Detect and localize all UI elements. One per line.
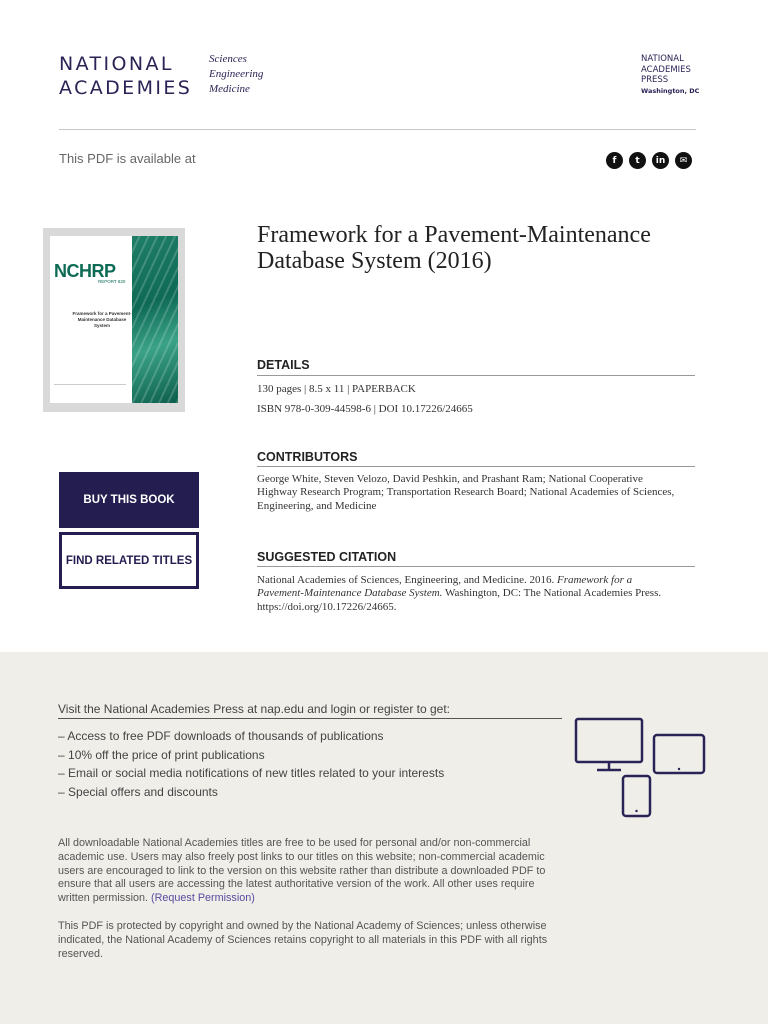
facebook-icon[interactable]: f — [606, 152, 623, 169]
social-share — [606, 152, 692, 169]
citation-authors: National Academies of Sciences, Engineering, and Medicine. 2016. — [257, 574, 555, 586]
cover-title: Framework for a Pavement-Maintenance Database System — [72, 311, 132, 328]
list-item: – Access to free PDF downloads of thousands of publications — [58, 727, 444, 746]
book-cover[interactable] — [50, 236, 178, 403]
citation-heading: SUGGESTED CITATION — [257, 550, 397, 564]
cover-report-number: REPORT 820 — [98, 279, 126, 284]
press-logo-line-3: PRESS — [641, 75, 669, 85]
find-related-titles-label: FIND RELATED TITLES — [62, 535, 196, 586]
contributors-text: George White, Steven Velozo, David Peshkin, and Prashant Ram; National Cooperative Highway Research Program; Transportation Research Board; National Academies of Sciences, Engineering, and Medicine — [257, 473, 675, 512]
list-item: – 10% off the price of print publications — [58, 746, 444, 765]
visit-rule — [58, 718, 562, 719]
citation-text — [257, 574, 677, 614]
book-title: Framework for a Pavement-Maintenance Database System (2016) — [257, 222, 651, 274]
press-logo-line-1: NATIONAL — [641, 54, 684, 64]
logo-sub-medicine: Medicine — [209, 83, 250, 95]
details-line-1: 130 pages | 8.5 x 11 | PAPERBACK — [257, 383, 416, 395]
copyright-text: This PDF is protected by copyright and owned by the National Academy of Sciences; unless otherwise indicated, the National Academy of Sciences retains copyright to all materials in this PDF with all rights reserved. — [58, 920, 548, 960]
cover-stripes — [132, 236, 178, 403]
citation-title: Framework for a Pavement-Maintenance Database System. — [257, 574, 633, 600]
details-heading: DETAILS — [257, 358, 310, 372]
list-item: – Special offers and discounts — [58, 783, 444, 802]
citation-publisher[interactable]: Washington, DC: The National Academies Press. https://doi.org/10.17226/24665. — [257, 587, 662, 613]
visit-nap-text: Visit the National Academies Press at nap.edu and login or register to get: — [58, 702, 451, 716]
benefits-list — [58, 727, 444, 801]
linkedin-icon[interactable]: in — [652, 152, 669, 169]
logo-line-1: NATIONAL — [59, 53, 174, 75]
press-logo[interactable] — [641, 54, 699, 96]
national-academies-logo[interactable] — [59, 52, 204, 100]
email-icon[interactable]: ✉ — [675, 152, 692, 169]
twitter-icon[interactable]: t — [629, 152, 646, 169]
buy-this-book-button[interactable]: BUY THIS BOOK — [59, 472, 199, 528]
logo-subtitle — [209, 52, 263, 97]
find-related-titles-button[interactable] — [59, 532, 199, 589]
usage-policy-text — [58, 837, 562, 906]
header-divider — [59, 129, 696, 130]
press-logo-line-2: ACADEMIES — [641, 64, 691, 75]
list-item: – Email or social media notifications of new titles related to your interests — [58, 764, 444, 783]
citation-rule — [257, 566, 695, 567]
details-rule — [257, 375, 695, 376]
press-logo-location: Washington, DC — [641, 86, 700, 95]
logo-sub-sciences: Sciences — [209, 53, 247, 65]
contributors-heading: CONTRIBUTORS — [257, 450, 358, 464]
logo-sub-engineering: Engineering — [209, 68, 264, 80]
cover-series: NCHRP — [54, 261, 116, 281]
available-text: This PDF is available at — [59, 151, 196, 166]
details-line-2: ISBN 978-0-309-44598-6 | DOI 10.17226/24665 — [257, 403, 473, 415]
request-permission-link[interactable]: (Request Permission) — [151, 892, 255, 905]
usage-policy-body: All downloadable National Academies titles are free to be used for personal and/or non-commercial academic use. Users may also freely post links to our titles on this website; non-commercial academic users are encouraged to link to the version on this website rather than distribute a downloaded PDF to ensure that all users are accessing the latest authoritative version of the work. All other uses require written permission. — [58, 837, 546, 905]
devices-icon — [573, 716, 708, 820]
cover-footer-rule — [54, 384, 126, 399]
contributors-rule — [257, 466, 695, 467]
logo-line-2: ACADEMIES — [59, 77, 193, 99]
